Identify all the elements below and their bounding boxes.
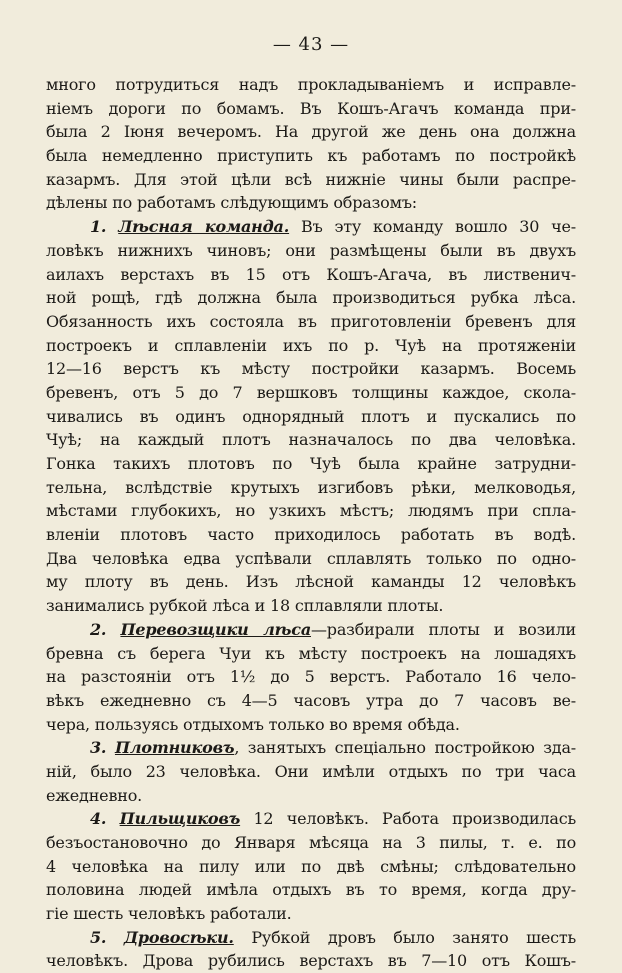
text-line: ловѣкъ нижнихъ чиновъ; они размѣщены были въ двухъ — [46, 240, 576, 260]
text-fragment: Въ эту команду вошло 30 че- — [301, 217, 576, 237]
section-heading-drovoseki: Дровосѣки. — [123, 927, 234, 947]
text-line: Гонка такихъ плотовъ по Чуѣ была крайне затрудни- — [46, 454, 576, 473]
section-2-first-line — [46, 618, 576, 642]
body-text — [46, 73, 576, 973]
text-line: му плоту въ день. Изъ лѣсной каманды 12 человѣкъ — [46, 572, 576, 592]
text-line: вленіи плотовъ часто приходилось работать въ водѣ. — [46, 525, 576, 545]
text-fragment: , занятыхъ спеціально постройкою зда- — [234, 738, 577, 758]
text-line: ной рощѣ, гдѣ должна была производиться рубка лѣса. — [46, 288, 576, 308]
text-line: гіе шесть человѣкъ работали. — [46, 904, 292, 924]
text-fragment: 12 человѣкъ. Работа производилась — [240, 809, 577, 829]
text-line: ніемъ дороги по бомамъ. Въ Кошъ-Агачъ команда при- — [46, 98, 576, 118]
section-number: 2. — [90, 619, 107, 639]
section-4-first-line — [46, 807, 576, 831]
text-line: половина людей имѣла отдыхъ въ то время, когда дру- — [46, 880, 576, 900]
section-heading-pilshchikov: Пильщиковъ — [119, 809, 241, 829]
section-5-first-line — [46, 926, 576, 950]
text-line: много потрудиться надъ прокладываніемъ и исправле- — [46, 75, 576, 94]
text-line: чивались въ одинъ однорядный плотъ и пускались по — [46, 406, 576, 426]
text-line: построекъ и сплавленіи ихъ по р. Чуѣ на протяженіи — [46, 335, 576, 355]
text-line: 4 человѣка на пилу или по двѣ смѣны; слѣдовательно — [46, 856, 576, 876]
text-line: безъостановочно до Января мѣсяца на 3 пилы, т. е. по — [46, 833, 576, 852]
text-line: была 2 Іюня вечеромъ. На другой же день она должна — [46, 122, 576, 142]
section-heading-plotnikov: Плотниковъ — [114, 738, 235, 758]
text-line: дѣлены по работамъ слѣдующимъ образомъ: — [46, 193, 417, 213]
text-line: бревна съ берега Чуи къ мѣсту построекъ на лошадяхъ — [46, 643, 576, 663]
section-3-first-line — [46, 736, 576, 760]
text-line: на разстояніи отъ 1½ до 5 верстъ. Работало 16 чело- — [46, 667, 576, 687]
text-line: Обязанность ихъ состояла въ приготовленіи бревенъ для — [46, 311, 576, 331]
text-fragment: —разбирали плоты и возили — [311, 619, 576, 639]
text-line: Два человѣка едва успѣвали сплавлять только по одно- — [46, 548, 576, 568]
text-line: тельна, вслѣдствіе крутыхъ изгибовъ рѣки, мелководья, — [46, 477, 576, 497]
text-line: ній, было 23 человѣка. Они имѣли отдыхъ по три часа — [46, 761, 576, 781]
text-line: человѣкъ. Дрова рубились верстахъ въ 7—10 отъ Кошъ- — [46, 951, 576, 971]
text-line: ежедневно. — [46, 785, 143, 805]
section-number: 1. — [90, 217, 107, 237]
section-heading-perevozshchiki: Перевозщики лѣса — [120, 619, 311, 639]
text-line: бревенъ, отъ 5 до 7 вершковъ толщины каждое, скола- — [46, 382, 576, 402]
text-line: была немедленно приступить къ работамъ по постройкѣ — [46, 146, 576, 166]
text-line: чера, пользуясь отдыхомъ только во время обѣда. — [46, 714, 460, 734]
text-line: мѣстами глубокихъ, но узкихъ мѣстъ; людямъ при спла- — [46, 501, 576, 521]
section-number: 3. — [90, 738, 107, 758]
text-line: 12—16 верстъ къ мѣсту постройки казармъ. Восемь — [46, 359, 576, 379]
text-line: Чуѣ; на каждый плотъ назначалось по два человѣка. — [46, 430, 576, 450]
text-line: занимались рубкой лѣса и 18 сплавляли плоты. — [46, 596, 444, 616]
text-line: вѣкъ ежедневно съ 4—5 часовъ утра до 7 часовъ ве- — [46, 690, 576, 710]
text-line: казармъ. Для этой цѣли всѣ нижніе чины были распре- — [46, 169, 576, 189]
section-number: 5. — [90, 927, 107, 947]
section-heading-lesnaya-komanda: Лѣсная команда. — [118, 217, 290, 237]
page-number: — 43 — — [272, 34, 350, 55]
text-line: аилахъ верстахъ въ 15 отъ Кошъ-Агача, въ лиственич- — [46, 264, 576, 284]
section-number: 4. — [90, 809, 107, 829]
section-1-first-line — [46, 215, 576, 239]
text-fragment: Рубкой дровъ было занято шесть — [233, 927, 577, 947]
